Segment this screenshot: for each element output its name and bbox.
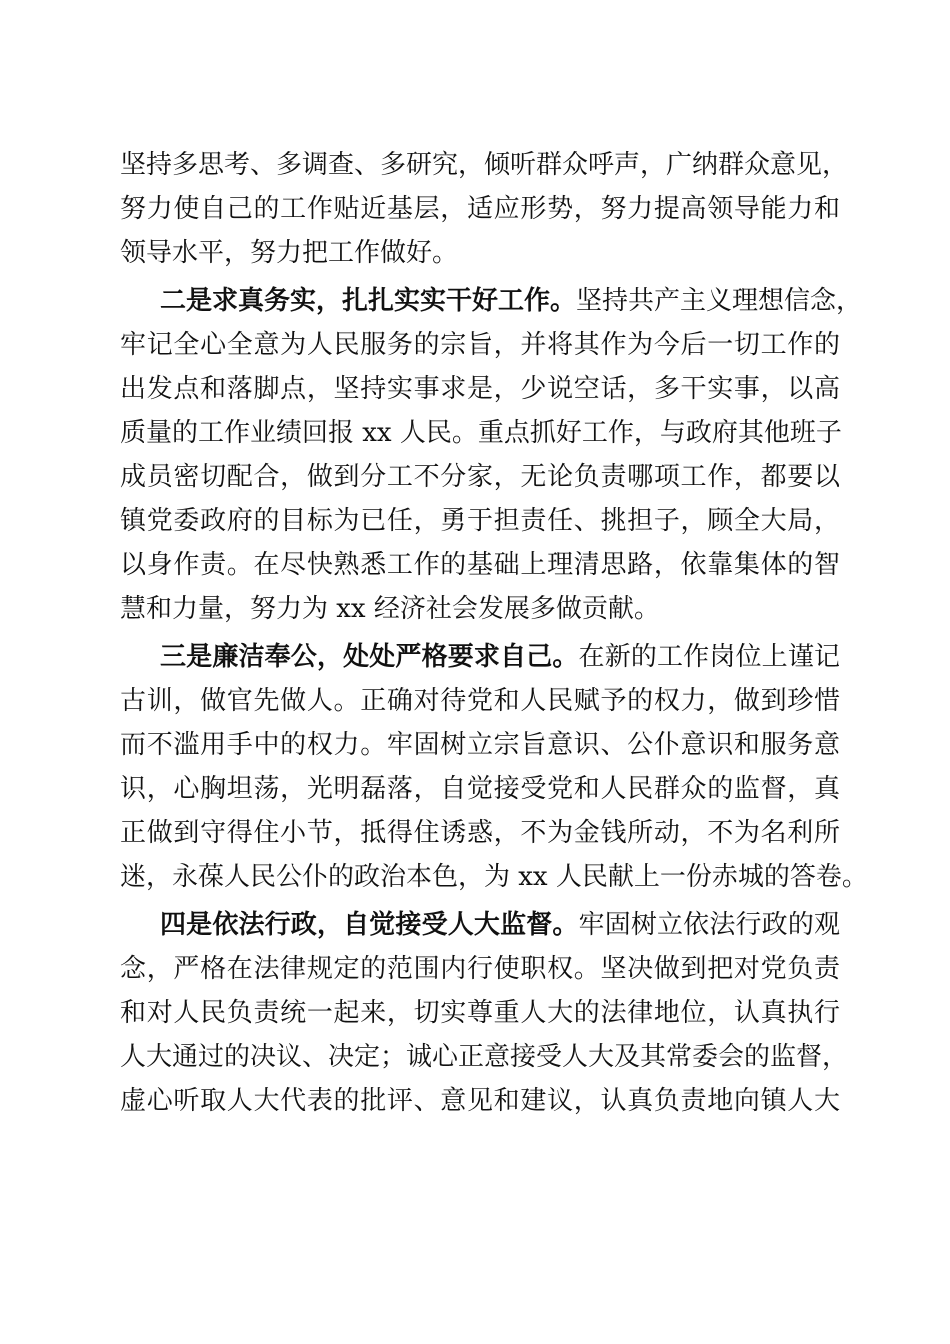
text-fragment: 牢固树立依法行政的观 (578, 910, 840, 940)
text-line: 牢记全心全意为人民服务的宗旨，并将其作为今后一切工作的 (120, 330, 840, 360)
text-line: 成员密切配合，做到分工不分家，无论负责哪项工作，都要以 (120, 462, 840, 492)
text-line: 以身作责。在尽快熟悉工作的基础上理清思路，依靠集体的智 (120, 550, 840, 580)
text-line: 虚心听取人大代表的批评、意见和建议，认真负责地向镇人大 (120, 1086, 840, 1116)
paragraph-heading: 二是求真务实，扎扎实实干好工作。 (160, 286, 577, 316)
text-line: 人大通过的决议、决定；诚心正意接受人大及其常委会的监督， (120, 1042, 849, 1072)
paragraph-heading: 三是廉洁奉公，处处严格要求自己。 (160, 642, 579, 672)
text-line: 和对人民负责统一起来，切实尊重人大的法律地位，认真执行 (120, 998, 840, 1028)
paragraph-heading: 四是依法行政，自觉接受人大监督。 (160, 910, 579, 940)
text-line: 而不滥用手中的权力。牢固树立宗旨意识、公仆意识和服务意 (120, 730, 840, 760)
paragraph-lead-line (160, 284, 863, 318)
text-line: 正做到守得住小节，抵得住诱惑，不为金钱所动，不为名利所 (120, 818, 840, 848)
text-line: 慧和力量，努力为 xx 经济社会发展多做贡献。 (120, 594, 660, 624)
text-line: 出发点和落脚点，坚持实事求是，少说空话，多干实事，以高 (120, 374, 840, 404)
text-line: 古训，做官先做人。正确对待党和人民赋予的权力，做到珍惜 (120, 686, 840, 716)
text-line: 念，严格在法律规定的范围内行使职权。坚决做到把对党负责 (120, 954, 840, 984)
text-line: 努力使自己的工作贴近基层，适应形势，努力提高领导能力和 (120, 194, 840, 224)
text-fragment: 坚持共产主义理想信念， (576, 286, 863, 316)
text-line: 识，心胸坦荡，光明磊落，自觉接受党和人民群众的监督，真 (120, 774, 840, 804)
paragraph-lead-line (160, 640, 840, 674)
text-line: 质量的工作业绩回报 xx 人民。重点抓好工作，与政府其他班子 (120, 418, 842, 448)
text-line: 迷，永葆人民公仆的政治本色，为 xx 人民献上一份赤城的答卷。 (120, 862, 868, 892)
text-line: 坚持多思考、多调查、多研究，倾听群众呼声，广纳群众意见， (120, 150, 849, 180)
text-line: 领导水平，努力把工作做好。 (120, 238, 459, 268)
paragraph-lead-line (160, 908, 840, 942)
text-line: 镇党委政府的目标为已任，勇于担责任、挑担子，顾全大局， (120, 506, 840, 536)
text-fragment: 在新的工作岗位上谨记 (578, 642, 840, 672)
